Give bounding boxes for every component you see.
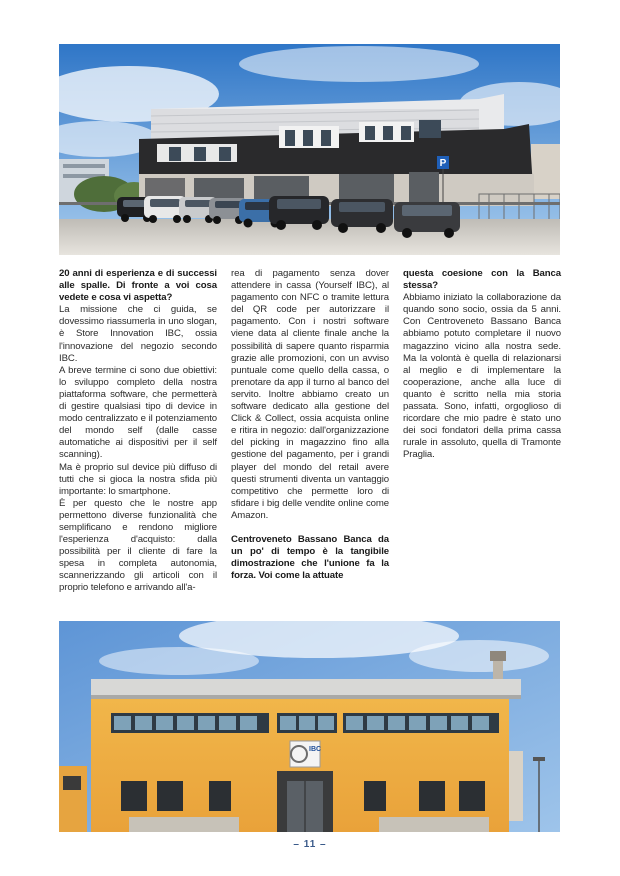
interview-question: Centroveneto Bassano Banca da un po' di tempo è la tangibile dimostrazione che l'unione fa la forza. Voi come la attuate xyxy=(231,533,389,582)
text-column-2 xyxy=(231,268,389,582)
answer-paragraph: Ma è proprio sul device più diffuso di tutti che si gioca la nostra sfida più importante: lo smartphone. xyxy=(59,461,217,497)
answer-paragraph: rea di pagamento senza dover attendere in cassa (Yourself IBC), al pagamento con NFC o tramite lettura del QR code per autorizzare il pagamento. Con i nostri software viene data al cliente finale anche la possibilità di sapere quanto risparmia grazie alle promozioni, con un avviso puntuale come quello della cassa, o prenotare da app il turno al banco del servito. Inoltre abbiamo creato un software dedicato alla gestione del Click & Collect, ossia acquista online e ritira in negozio: dall'organizzazione del picking in magazzino fino alla gestione del pagamento, per i grandi player del mondo del retail avere questi strumenti diventa un vantaggio competitivo che permette loro di sfidare i big delle vendite online come Amazon. xyxy=(231,268,389,521)
svg-text:IBC: IBC xyxy=(309,746,322,753)
text-column-3 xyxy=(403,268,561,462)
page-number: – 11 – xyxy=(293,839,327,850)
svg-text:P: P xyxy=(439,158,447,169)
interview-question: 20 anni di esperienza e di successi alle spalle. Di fronte a voi cosa vedete e cosa vi aspetta? xyxy=(59,268,217,304)
top-building-photo xyxy=(59,44,560,255)
ibc-logo-sign xyxy=(290,741,320,767)
text-column-1 xyxy=(59,268,217,595)
answer-paragraph: A breve termine ci sono due obiettivi: lo sviluppo completo della nostra piattaforma software, che permetterà di gestire qualsiasi tipo di device in modo centralizzato e il potenziamento del mondo self (dalle casse automatiche ai dispositivi per il self scanning). xyxy=(59,364,217,461)
interview-question: questa coesione con la Banca stessa? xyxy=(403,268,561,292)
answer-paragraph: La missione che ci guida, se dovessimo riassumerla in uno slogan, è Store Innovation IBC, ossia l'innovazione del negozio secondo IBC. xyxy=(59,304,217,364)
bottom-building-photo xyxy=(59,621,560,832)
answer-paragraph: È per questo che le nostre app permettono diverse funzionalità che semplificano e rendono migliore l'esperienza d'acquisto: dalla possibilità per il cliente di fare la spesa in completa autonomia, scannerizzando gli articoli con il proprio telefono e arrivando all'a- xyxy=(59,497,217,594)
answer-paragraph: Abbiamo iniziato la collaborazione da quando sono socio, ossia da 5 anni. Con Centroveneto Bassano Banca abbiamo potuto completare il nuovo magazzino vicino alla nostra sede. Ma la volontà è quella di relazionarsi al meglio e di implementare la cooperazione, anche alla luce di quanto è scritto nella mia storia passata. Sono, infatti, orgoglioso di ricordare che mio padre è stato uno dei soci fondatori della prima cassa rurale in assoluto, quella di Tramonte Praglia. xyxy=(403,292,561,461)
